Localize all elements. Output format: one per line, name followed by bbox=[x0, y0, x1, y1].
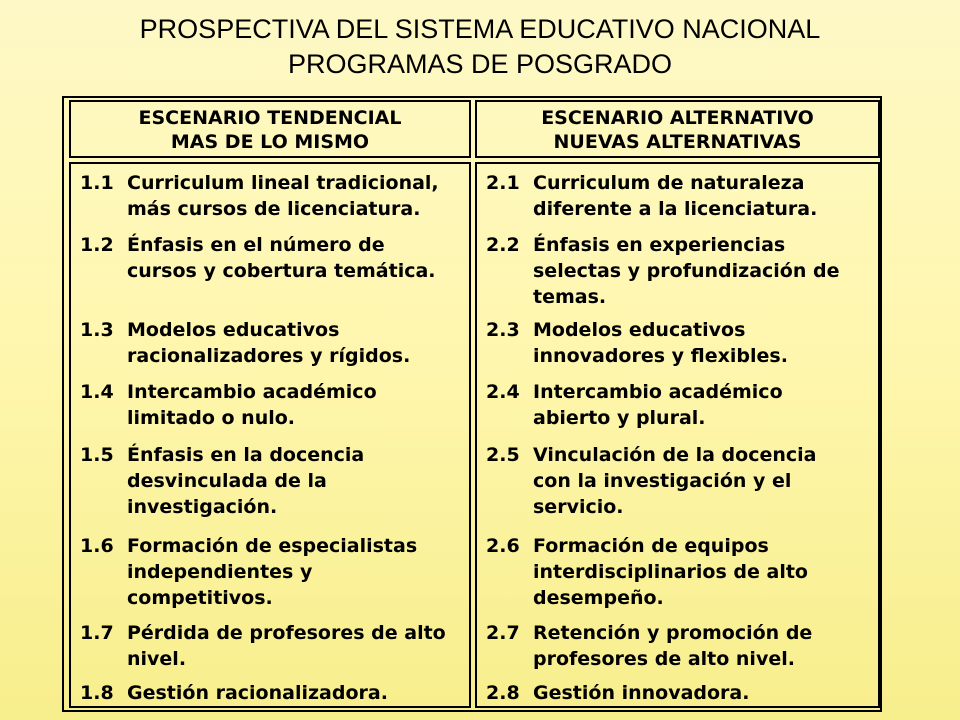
right-header-line-2: NUEVAS ALTERNATIVAS bbox=[553, 131, 802, 153]
item-text: Énfasis en experiencias selectas y profundización de temas. bbox=[533, 234, 840, 308]
item-number: 1.4 bbox=[80, 381, 114, 403]
title-line-2: PROGRAMAS DE POSGRADO bbox=[287, 49, 673, 79]
item-text: Gestión racionalizadora. bbox=[127, 682, 388, 704]
item-number: 2.8 bbox=[486, 682, 520, 704]
item-number: 2.7 bbox=[486, 622, 520, 644]
left-header-line-1: ESCENARIO TENDENCIAL bbox=[138, 107, 402, 129]
item-number: 2.3 bbox=[486, 319, 520, 341]
left-column-header bbox=[69, 100, 471, 158]
item-number: 2.4 bbox=[486, 381, 520, 403]
item-number: 1.2 bbox=[80, 234, 114, 256]
item-text: Énfasis en el número de cursos y cobertura temática. bbox=[127, 234, 436, 282]
item-text: Retención y promoción de profesores de alto nivel. bbox=[533, 622, 813, 670]
item-number: 2.6 bbox=[486, 535, 520, 557]
item-number: 2.1 bbox=[486, 172, 520, 194]
item-text: Curriculum lineal tradicional, más cursos de licenciatura. bbox=[127, 172, 439, 220]
item-number: 1.5 bbox=[80, 444, 114, 466]
item-number: 2.5 bbox=[486, 444, 520, 466]
item-text: Intercambio académico abierto y plural. bbox=[533, 381, 783, 429]
item-number: 1.7 bbox=[80, 622, 114, 644]
left-header-line-2: MAS DE LO MISMO bbox=[170, 131, 370, 153]
slide-title bbox=[0, 12, 960, 82]
item-text: Intercambio académico limitado o nulo. bbox=[127, 381, 377, 429]
right-column-header bbox=[475, 100, 880, 158]
item-number: 2.2 bbox=[486, 234, 520, 256]
item-text: Énfasis en la docencia desvinculada de la investigación. bbox=[127, 444, 365, 518]
comparison-table bbox=[62, 96, 882, 712]
item-text: Gestión innovadora. bbox=[533, 682, 750, 704]
item-number: 1.3 bbox=[80, 319, 114, 341]
item-number: 1.6 bbox=[80, 535, 114, 557]
item-text: Formación de especialistas independientes y competitivos. bbox=[127, 535, 418, 609]
item-text: Formación de equipos interdisciplinarios de alto desempeño. bbox=[533, 535, 808, 609]
item-number: 1.8 bbox=[80, 682, 114, 704]
item-text: Vinculación de la docencia con la investigación y el servicio. bbox=[533, 444, 817, 518]
item-text: Pérdida de profesores de alto nivel. bbox=[127, 622, 446, 670]
right-header-line-1: ESCENARIO ALTERNATIVO bbox=[541, 107, 814, 129]
title-line-1: PROSPECTIVA DEL SISTEMA EDUCATIVO NACIONAL bbox=[139, 14, 821, 44]
item-text: Modelos educativos innovadores y flexibles. bbox=[533, 319, 788, 367]
item-number: 1.1 bbox=[80, 172, 114, 194]
item-text: Curriculum de naturaleza diferente a la licenciatura. bbox=[533, 172, 818, 220]
left-column-body bbox=[69, 162, 471, 708]
right-column-body bbox=[475, 162, 880, 708]
item-text: Modelos educativos racionalizadores y rígidos. bbox=[127, 319, 411, 367]
